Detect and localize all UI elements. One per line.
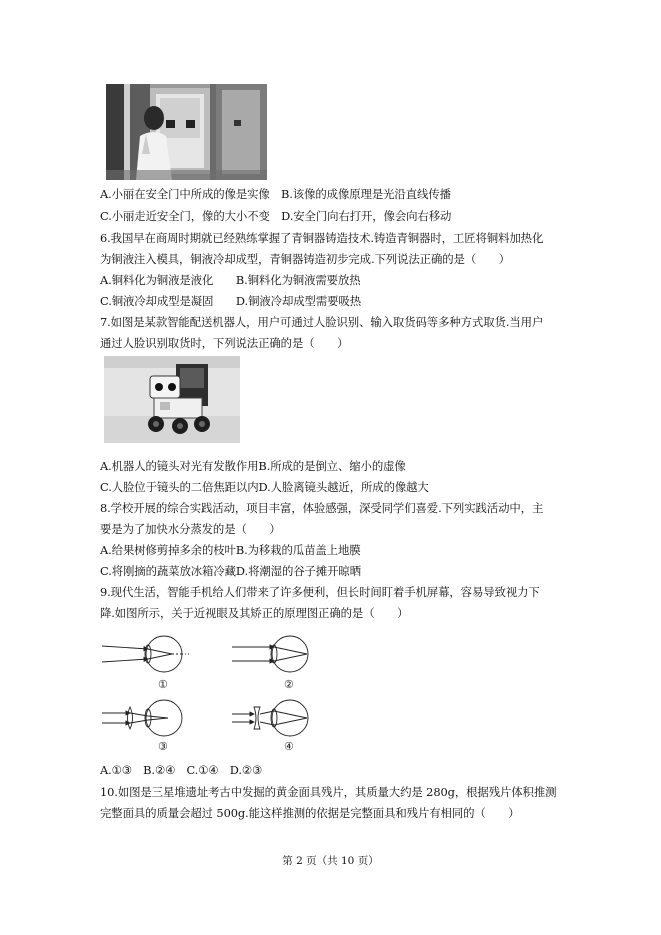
eye-diagram-3 (102, 700, 182, 736)
q8-options-ab: A.给果树修剪掉多余的枝叶B.为移栽的瓜苗盖上地膜 (100, 543, 361, 557)
eye-diagram-2-label: ② (284, 678, 294, 691)
q9-options: A.①③ B.②④ C.①④ D.②③ (100, 763, 263, 777)
q10-stem-line1: 10.如图是三星堆遗址考古中发掘的黄金面具残片，其质量大约是 280g，根据残片体积推测 (100, 785, 557, 799)
q7-options-cd: C.人脸位于镜头的二倍焦距以内D.人脸离镜头越近，所成的像越大 (100, 480, 429, 494)
eye-diagram-2 (232, 636, 308, 672)
q10-stem-line2: 完整面具的质量会超过 500g.能这样推测的依据是完整面具和残片有相同的（ ） (100, 806, 520, 820)
q7-stem-line1: 7.如图是某款智能配送机器人，用户可通过人脸识别、输入取货码等多种方式取货.当用户 (100, 315, 544, 329)
q7-options-ab: A.机器人的镜头对光有发散作用B.所成的是倒立、缩小的虚像 (100, 459, 406, 473)
eye-diagram-1-label: ① (158, 678, 168, 691)
page-footer: 第 2 页（共 10 页） (282, 855, 379, 867)
eye-diagram-3-label: ③ (158, 740, 168, 752)
delivery-robot-photo (104, 356, 240, 443)
eye-diagram-4 (232, 700, 308, 736)
q7-stem-line2: 通过人脸识别取货时，下列说法正确的是（ ） (100, 336, 349, 350)
eye-diagrams (100, 632, 340, 752)
q8-stem-line2: 要是为了加快水分蒸发的是（ ） (100, 522, 281, 536)
q8-options-cd: C.将刚摘的蔬菜放冰箱冷藏D.将潮湿的谷子摊开晾晒 (100, 564, 361, 578)
q6-stem-line2: 为铜液注入模具，铜液冷却成型，青铜器铸造初步完成.下列说法正确的是（ ） (100, 252, 510, 266)
q5-options-cd: C.小丽走近安全门，像的大小不变 D.安全门向右打开，像会向右移动 (100, 209, 452, 223)
q9-stem-line2: 降.如图所示，关于近视眼及其矫正的原理图正确的是（ ） (100, 606, 409, 620)
eye-diagram-4-label: ④ (284, 740, 294, 752)
q5-options-ab: A.小丽在安全门中所成的像是实像 B.该像的成像原理是光沿直线传播 (100, 187, 451, 201)
q6-options-cd: C.铜液冷却成型是凝固 D.铜液冷却成型需要吸热 (100, 294, 361, 308)
q8-stem-line1: 8.学校开展的综合实践活动，项目丰富，体验感强，深受同学们喜爱.下列实践活动中，主 (100, 501, 544, 515)
security-door-photo (106, 84, 267, 180)
q6-stem-line1: 6.我国早在商周时期就已经熟练掌握了青铜器铸造技术.铸造青铜器时，工匠将铜料加热化 (100, 231, 544, 245)
eye-diagram-1 (102, 636, 190, 672)
q9-stem-line1: 9.现代生活，智能手机给人们带来了许多便利，但长时间盯着手机屏幕，容易导致视力下 (100, 585, 540, 599)
q6-options-ab: A.铜料化为铜液是液化 B.铜料化为铜液需要放热 (100, 273, 361, 287)
